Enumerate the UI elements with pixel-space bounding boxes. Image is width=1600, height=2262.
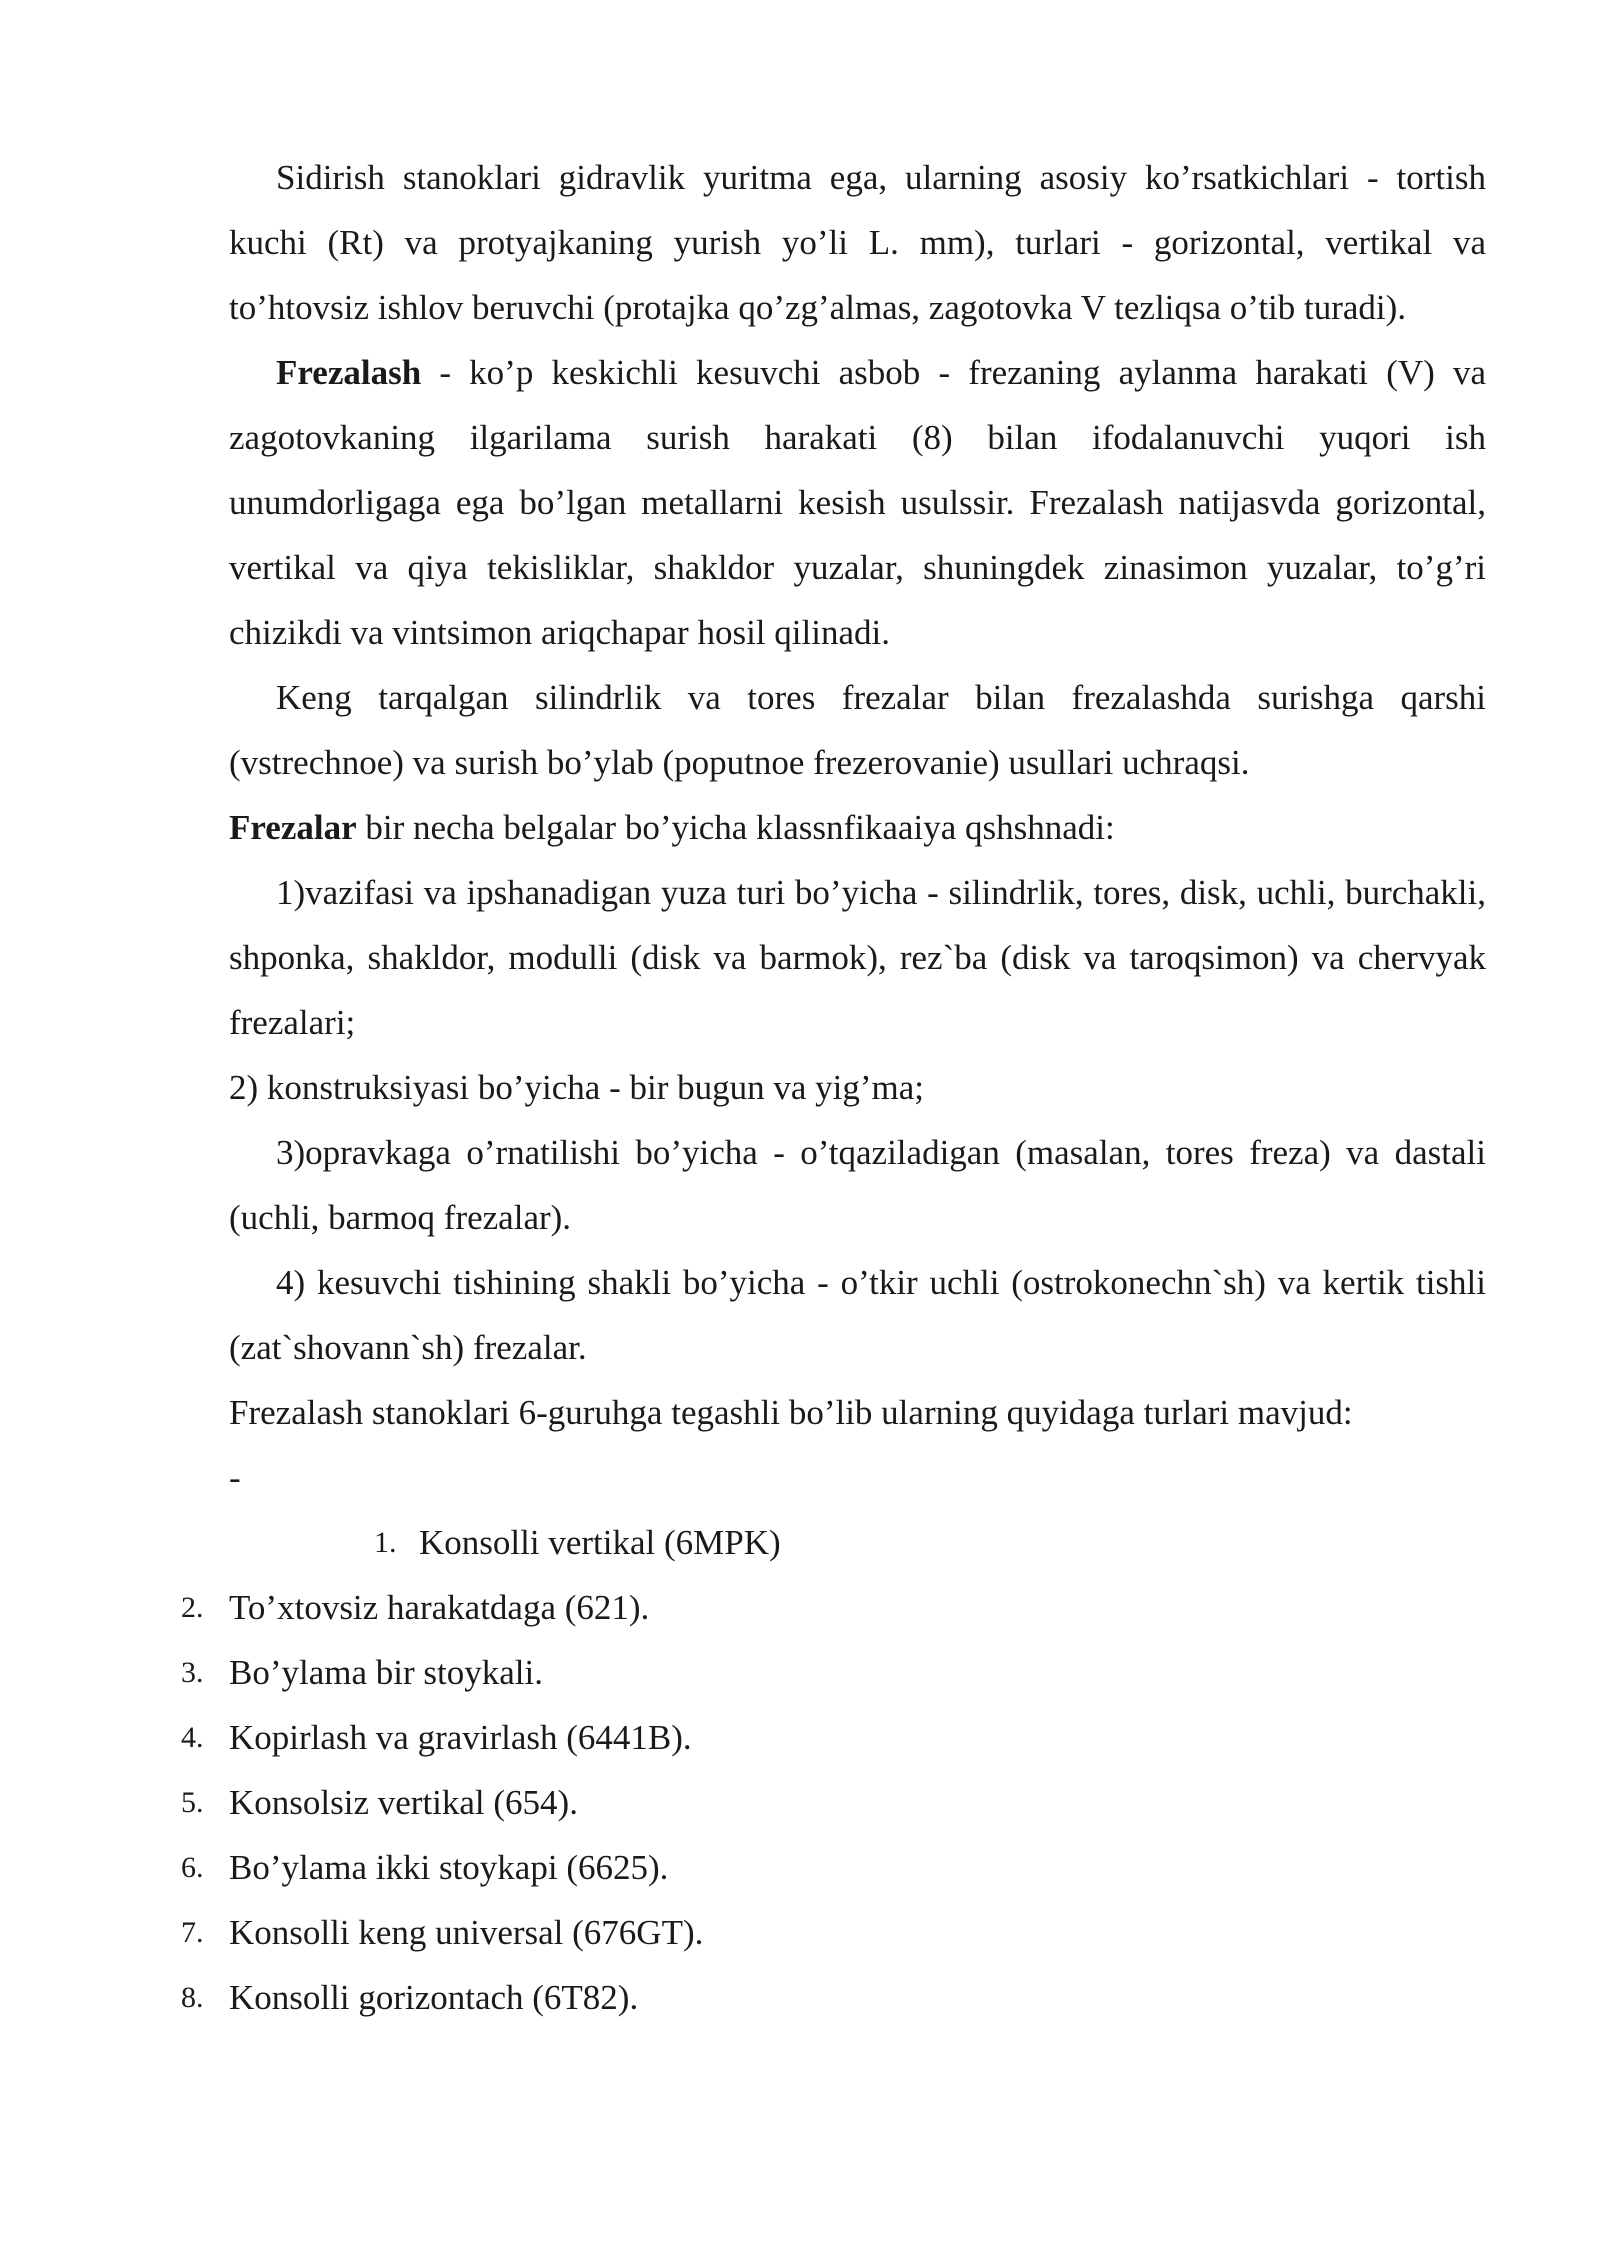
- list-item-text: Konsolli gorizontach (6T82).: [229, 1978, 639, 2017]
- list-item-number: 6.: [181, 1851, 204, 1884]
- list-item-text: Bo’ylama ikki stoykapi (6625).: [229, 1848, 669, 1887]
- list-item: [181, 1900, 1486, 1965]
- list-item: [181, 1770, 1486, 1835]
- list-item-text: Bo’ylama bir stoykali.: [229, 1653, 543, 1692]
- list-item-text: Konsolsiz vertikal (654).: [229, 1783, 578, 1822]
- list-item-text: Konsolli keng universal (676GT).: [229, 1913, 704, 1952]
- list-item-text: Konsolli vertikal (6MPK): [419, 1523, 781, 1562]
- list-item-text: To’xtovsiz harakatdaga (621).: [229, 1588, 650, 1627]
- paragraph-milling-definition: [229, 340, 1486, 665]
- classification-item-4: 4) kesuvchi tishining shakli bo’yicha - o’tkir uchli (ostrokonechn`sh) va kertik tishli (zat`shovann`sh) frezalar.: [229, 1263, 1486, 1367]
- list-item-number: 4.: [181, 1721, 204, 1754]
- paragraph-cutter-classification: [229, 795, 1486, 860]
- paragraph-milling-definition-text: - ko’p keskichli kesuvchi asbob - frezaning aylanma harakati (V) va zagotovkaning ilgarilama surish harakati (8) bilan ifodalanuvchi yuqori ish unumdorligaga ega bo’lgan metallarni kesish usulssir. Frezalash natijasvda gorizontal, vertikal va qiya tekisliklar, shakldor yuzalar, shuningdek zinasimon yuzalar, to’g’ri chizikdi va vintsimon ariqchapar hosil qilinadi.: [229, 353, 1486, 652]
- dash-line: -: [229, 1458, 241, 1497]
- list-item-number: 2.: [181, 1591, 204, 1624]
- paragraph-machine-types-intro: Frezalash stanoklari 6-guruhga tegashli bo’lib ularning quyidaga turlari mavjud:: [229, 1393, 1353, 1432]
- list-item-text: Kopirlash va gravirlash (6441B).: [229, 1718, 692, 1757]
- list-item: [229, 1510, 1486, 1575]
- paragraph-milling-methods: Keng tarqalgan silindrlik va tores frezalar bilan frezalashda surishga qarshi (vstrechnoe) va surish bo’ylab (poputnoe frezerovanie) usullari uchraqsi.: [229, 678, 1486, 782]
- classification-item-3: 3)opravkaga o’rnatilishi bo’yicha - o’tqaziladigan (masalan, tores freza) va dastali (uchli, barmoq frezalar).: [229, 1133, 1486, 1237]
- list-item-number: 7.: [181, 1916, 204, 1949]
- term-frezalash: Frezalash: [276, 353, 422, 392]
- document-body: [181, 145, 1486, 2030]
- list-item: [181, 1575, 1486, 1640]
- list-item: [181, 1965, 1486, 2030]
- list-item-number: 3.: [181, 1656, 204, 1689]
- list-item-number: 1.: [374, 1526, 397, 1559]
- paragraph-broaching-machines: Sidirish stanoklari gidravlik yuritma ega, ularning asosiy ko’rsatkichlari - tortish kuchi (Rt) va protyajkaning yurish yo’li L. mm), turlari - gorizontal, vertikal va to’htovsiz ishlov beruvchi (protajka qo’zg’almas, zagotovka V tezliqsa o’tib turadi).: [229, 158, 1486, 327]
- paragraph-cutter-classification-text: bir necha belgalar bo’yicha klassnfikaaiya qshshnadi:: [356, 808, 1115, 847]
- classification-item-1: 1)vazifasi va ipshanadigan yuza turi bo’yicha - silindrlik, tores, disk, uchli, burchakli, shponka, shakldor, modulli (disk va barmok), rez`ba (disk va taroqsimon) va chervyak frezalari;: [229, 873, 1486, 1042]
- list-item: [181, 1640, 1486, 1705]
- term-frezalar: Frezalar: [229, 808, 357, 847]
- classification-item-2: 2) konstruksiyasi bo’yicha - bir bugun va yig’ma;: [229, 1068, 925, 1107]
- list-item-number: 8.: [181, 1981, 204, 2014]
- list-item: [181, 1705, 1486, 1770]
- list-item-number: 5.: [181, 1786, 204, 1819]
- list-item: [181, 1835, 1486, 1900]
